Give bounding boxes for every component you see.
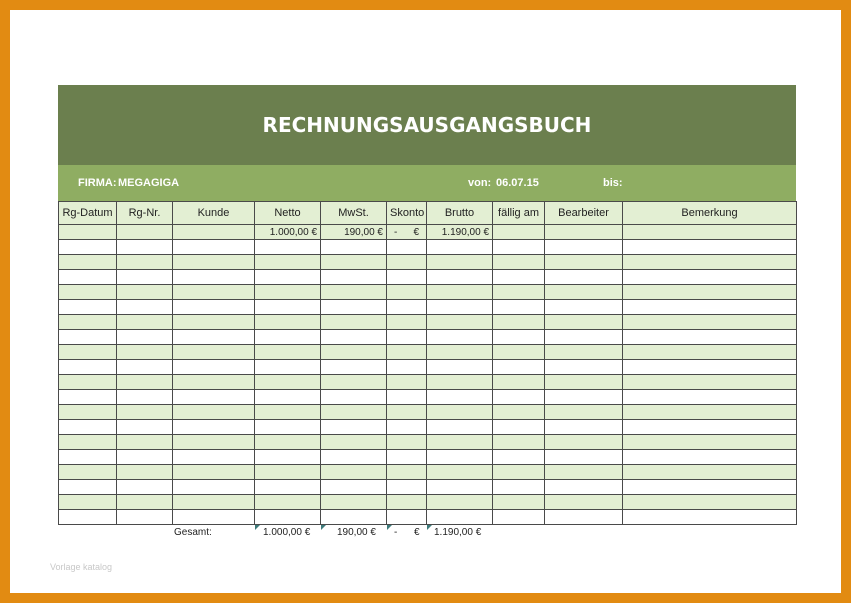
cell[interactable] xyxy=(493,510,545,525)
cell[interactable] xyxy=(387,270,427,285)
cell[interactable] xyxy=(173,315,255,330)
cell[interactable] xyxy=(623,390,797,405)
cell[interactable] xyxy=(173,330,255,345)
table-row xyxy=(59,270,797,285)
von-value[interactable]: 06.07.15 xyxy=(496,177,539,189)
cell[interactable] xyxy=(427,465,493,480)
cell[interactable] xyxy=(623,255,797,270)
cell[interactable] xyxy=(545,330,623,345)
cell[interactable] xyxy=(545,285,623,300)
cell[interactable] xyxy=(623,420,797,435)
cell[interactable] xyxy=(493,405,545,420)
cell[interactable] xyxy=(117,375,173,390)
table-row xyxy=(59,390,797,405)
cell[interactable] xyxy=(427,285,493,300)
cell[interactable] xyxy=(255,285,321,300)
cell[interactable] xyxy=(493,330,545,345)
cell[interactable] xyxy=(173,405,255,420)
cell[interactable] xyxy=(427,315,493,330)
cell[interactable] xyxy=(545,225,623,240)
cell[interactable] xyxy=(117,435,173,450)
total-skonto-dash: - xyxy=(394,527,398,538)
table-row xyxy=(59,420,797,435)
cell[interactable] xyxy=(493,435,545,450)
cell[interactable] xyxy=(173,285,255,300)
cell[interactable] xyxy=(493,240,545,255)
cell[interactable] xyxy=(493,315,545,330)
cell[interactable] xyxy=(321,270,387,285)
cell[interactable] xyxy=(59,270,117,285)
cell[interactable] xyxy=(59,255,117,270)
von-label: von: xyxy=(468,177,492,189)
cell[interactable] xyxy=(255,390,321,405)
cell[interactable] xyxy=(387,315,427,330)
cell[interactable] xyxy=(117,285,173,300)
cell[interactable] xyxy=(321,360,387,375)
table-row xyxy=(59,345,797,360)
cell[interactable] xyxy=(427,510,493,525)
cell[interactable] xyxy=(545,405,623,420)
cell[interactable] xyxy=(173,240,255,255)
info-bar xyxy=(58,165,796,201)
cell[interactable] xyxy=(321,300,387,315)
cell[interactable] xyxy=(117,360,173,375)
cell[interactable] xyxy=(255,510,321,525)
table-row xyxy=(59,315,797,330)
cell[interactable] xyxy=(493,285,545,300)
table-row xyxy=(59,480,797,495)
cell[interactable] xyxy=(623,405,797,420)
cell[interactable] xyxy=(255,435,321,450)
cell[interactable] xyxy=(623,465,797,480)
cell[interactable] xyxy=(173,495,255,510)
cell[interactable] xyxy=(59,495,117,510)
cell[interactable] xyxy=(545,255,623,270)
cell[interactable] xyxy=(173,300,255,315)
cell[interactable] xyxy=(173,225,255,240)
col-header-rg-nr: Rg-Nr. xyxy=(117,202,173,225)
cell[interactable] xyxy=(117,240,173,255)
cell[interactable] xyxy=(117,225,173,240)
cell[interactable] xyxy=(623,345,797,360)
cell[interactable] xyxy=(255,465,321,480)
cell[interactable] xyxy=(493,480,545,495)
cell[interactable] xyxy=(321,510,387,525)
cell[interactable] xyxy=(387,240,427,255)
total-netto[interactable]: 1.000,00 € xyxy=(263,527,311,538)
cell[interactable] xyxy=(117,270,173,285)
cell[interactable] xyxy=(623,450,797,465)
cell[interactable] xyxy=(427,270,493,285)
cell[interactable] xyxy=(59,345,117,360)
cell[interactable] xyxy=(117,405,173,420)
cell[interactable] xyxy=(623,300,797,315)
cell[interactable] xyxy=(427,495,493,510)
cell[interactable] xyxy=(173,270,255,285)
cell[interactable] xyxy=(173,390,255,405)
cell[interactable] xyxy=(623,375,797,390)
totals-row xyxy=(58,525,796,541)
cell[interactable] xyxy=(117,345,173,360)
cell[interactable] xyxy=(493,390,545,405)
cell[interactable] xyxy=(59,375,117,390)
cell[interactable] xyxy=(255,240,321,255)
cell[interactable] xyxy=(623,285,797,300)
table-row xyxy=(59,360,797,375)
cell[interactable] xyxy=(321,345,387,360)
cell[interactable] xyxy=(623,510,797,525)
cell[interactable] xyxy=(427,435,493,450)
cell[interactable] xyxy=(255,495,321,510)
cell[interactable] xyxy=(427,300,493,315)
cell[interactable] xyxy=(545,375,623,390)
cell[interactable] xyxy=(117,330,173,345)
cell[interactable] xyxy=(59,300,117,315)
cell[interactable] xyxy=(321,375,387,390)
table-row xyxy=(59,330,797,345)
col-header-bemerkung: Bemerkung xyxy=(623,202,797,225)
formula-marker-icon xyxy=(255,525,260,530)
cell[interactable] xyxy=(173,255,255,270)
brutto-cell[interactable]: 1.190,00 € xyxy=(427,225,493,240)
cell[interactable] xyxy=(59,420,117,435)
cell[interactable] xyxy=(427,255,493,270)
cell[interactable] xyxy=(387,330,427,345)
cell[interactable] xyxy=(545,465,623,480)
cell[interactable] xyxy=(493,360,545,375)
cell[interactable] xyxy=(427,330,493,345)
cell[interactable] xyxy=(493,345,545,360)
cell[interactable] xyxy=(321,405,387,420)
cell[interactable] xyxy=(173,450,255,465)
cell[interactable] xyxy=(493,300,545,315)
table-row xyxy=(59,435,797,450)
cell[interactable] xyxy=(623,480,797,495)
table-header-row xyxy=(59,202,797,225)
cell[interactable] xyxy=(173,375,255,390)
cell[interactable] xyxy=(321,465,387,480)
cell[interactable] xyxy=(173,510,255,525)
cell[interactable] xyxy=(493,375,545,390)
cell[interactable] xyxy=(427,345,493,360)
mwst-cell[interactable]: 190,00 € xyxy=(321,225,387,240)
cell[interactable] xyxy=(321,285,387,300)
cell[interactable] xyxy=(117,480,173,495)
cell[interactable] xyxy=(493,465,545,480)
cell[interactable] xyxy=(59,315,117,330)
col-header-netto: Netto xyxy=(255,202,321,225)
cell[interactable] xyxy=(387,465,427,480)
cell[interactable] xyxy=(545,420,623,435)
table-row xyxy=(59,495,797,510)
col-header-brutto: Brutto xyxy=(427,202,493,225)
cell[interactable] xyxy=(623,270,797,285)
cell[interactable] xyxy=(321,420,387,435)
cell[interactable] xyxy=(117,315,173,330)
cell[interactable] xyxy=(59,450,117,465)
table-row xyxy=(59,225,797,240)
cell[interactable] xyxy=(493,495,545,510)
cell[interactable] xyxy=(173,360,255,375)
cell[interactable] xyxy=(427,240,493,255)
cell[interactable] xyxy=(545,450,623,465)
cell[interactable] xyxy=(387,510,427,525)
cell[interactable] xyxy=(59,330,117,345)
cell[interactable] xyxy=(117,450,173,465)
cell[interactable] xyxy=(387,390,427,405)
cell[interactable] xyxy=(387,345,427,360)
cell[interactable] xyxy=(623,330,797,345)
skonto-cell[interactable] xyxy=(387,225,427,240)
cell[interactable] xyxy=(321,315,387,330)
total-mwst[interactable]: 190,00 € xyxy=(337,527,376,538)
cell[interactable] xyxy=(59,435,117,450)
col-header-faellig-am: fällig am xyxy=(493,202,545,225)
cell[interactable] xyxy=(545,480,623,495)
cell[interactable] xyxy=(59,240,117,255)
cell[interactable] xyxy=(117,390,173,405)
cell[interactable] xyxy=(117,465,173,480)
cell[interactable] xyxy=(59,390,117,405)
table-row xyxy=(59,450,797,465)
netto-cell[interactable]: 1.000,00 € xyxy=(255,225,321,240)
cell[interactable] xyxy=(255,300,321,315)
gesamt-label: Gesamt: xyxy=(174,527,212,538)
cell[interactable] xyxy=(255,420,321,435)
cell[interactable] xyxy=(545,510,623,525)
col-header-mwst: MwSt. xyxy=(321,202,387,225)
table-row xyxy=(59,300,797,315)
col-header-skonto: Skonto xyxy=(387,202,427,225)
cell[interactable] xyxy=(387,255,427,270)
cell[interactable] xyxy=(59,360,117,375)
cell[interactable] xyxy=(173,480,255,495)
cell[interactable] xyxy=(321,435,387,450)
cell[interactable] xyxy=(545,390,623,405)
cell[interactable] xyxy=(255,330,321,345)
skonto-euro: € xyxy=(413,226,419,238)
cell[interactable] xyxy=(255,345,321,360)
cell[interactable] xyxy=(117,255,173,270)
bis-label: bis: xyxy=(603,177,623,189)
cell[interactable] xyxy=(623,360,797,375)
cell[interactable] xyxy=(493,225,545,240)
cell[interactable] xyxy=(387,405,427,420)
cell[interactable] xyxy=(545,435,623,450)
table-row xyxy=(59,285,797,300)
cell[interactable] xyxy=(545,345,623,360)
col-header-kunde: Kunde xyxy=(173,202,255,225)
cell[interactable] xyxy=(387,360,427,375)
cell[interactable] xyxy=(387,495,427,510)
invoice-sheet xyxy=(58,85,796,541)
col-header-bearbeiter: Bearbeiter xyxy=(545,202,623,225)
table-row xyxy=(59,465,797,480)
cell[interactable] xyxy=(427,420,493,435)
cell[interactable] xyxy=(255,375,321,390)
cell[interactable] xyxy=(623,315,797,330)
cell[interactable] xyxy=(427,375,493,390)
table-row xyxy=(59,510,797,525)
cell[interactable] xyxy=(321,330,387,345)
col-header-rg-datum: Rg-Datum xyxy=(59,202,117,225)
cell[interactable] xyxy=(321,240,387,255)
cell[interactable] xyxy=(387,450,427,465)
table-row xyxy=(59,405,797,420)
cell[interactable] xyxy=(493,255,545,270)
cell[interactable] xyxy=(173,435,255,450)
cell[interactable] xyxy=(117,510,173,525)
cell[interactable] xyxy=(59,285,117,300)
cell[interactable] xyxy=(493,420,545,435)
cell[interactable] xyxy=(321,450,387,465)
cell[interactable] xyxy=(117,300,173,315)
watermark: Vorlage katalog xyxy=(50,562,113,572)
cell[interactable] xyxy=(59,405,117,420)
table-row xyxy=(59,375,797,390)
cell[interactable] xyxy=(255,480,321,495)
sheet-title: RECHNUNGSAUSGANGSBUCH xyxy=(262,113,592,137)
cell[interactable] xyxy=(255,450,321,465)
skonto-dash: - xyxy=(394,226,398,238)
cell[interactable] xyxy=(173,345,255,360)
table-row xyxy=(59,255,797,270)
total-brutto[interactable]: 1.190,00 € xyxy=(434,527,482,538)
invoice-table xyxy=(58,201,797,525)
cell[interactable] xyxy=(427,360,493,375)
cell[interactable] xyxy=(321,480,387,495)
cell[interactable] xyxy=(255,405,321,420)
formula-marker-icon xyxy=(387,525,392,530)
firma-label: FIRMA: xyxy=(78,177,117,189)
cell[interactable] xyxy=(545,360,623,375)
cell[interactable] xyxy=(387,375,427,390)
cell[interactable] xyxy=(173,420,255,435)
cell[interactable] xyxy=(387,480,427,495)
cell[interactable] xyxy=(387,300,427,315)
cell[interactable] xyxy=(623,225,797,240)
cell[interactable] xyxy=(255,270,321,285)
cell[interactable] xyxy=(623,240,797,255)
title-bar xyxy=(58,85,796,165)
table-row xyxy=(59,240,797,255)
cell[interactable] xyxy=(493,270,545,285)
formula-marker-icon xyxy=(321,525,326,530)
cell[interactable] xyxy=(387,420,427,435)
cell[interactable] xyxy=(427,405,493,420)
cell[interactable] xyxy=(255,360,321,375)
cell[interactable] xyxy=(59,225,117,240)
cell[interactable] xyxy=(387,285,427,300)
cell[interactable] xyxy=(59,510,117,525)
cell[interactable] xyxy=(321,255,387,270)
cell[interactable] xyxy=(545,270,623,285)
cell[interactable] xyxy=(255,255,321,270)
cell[interactable] xyxy=(255,315,321,330)
cell[interactable] xyxy=(545,315,623,330)
cell[interactable] xyxy=(321,390,387,405)
cell[interactable] xyxy=(387,435,427,450)
cell[interactable] xyxy=(545,300,623,315)
cell[interactable] xyxy=(427,480,493,495)
cell[interactable] xyxy=(59,465,117,480)
formula-marker-icon xyxy=(427,525,432,530)
firma-value[interactable]: MEGAGIGA xyxy=(118,177,180,189)
cell[interactable] xyxy=(623,435,797,450)
cell[interactable] xyxy=(321,495,387,510)
cell[interactable] xyxy=(173,465,255,480)
total-skonto-euro: € xyxy=(414,527,420,538)
cell[interactable] xyxy=(427,390,493,405)
cell[interactable] xyxy=(545,240,623,255)
cell[interactable] xyxy=(623,495,797,510)
cell[interactable] xyxy=(493,450,545,465)
cell[interactable] xyxy=(117,420,173,435)
cell[interactable] xyxy=(59,480,117,495)
cell[interactable] xyxy=(545,495,623,510)
cell[interactable] xyxy=(427,450,493,465)
cell[interactable] xyxy=(117,495,173,510)
